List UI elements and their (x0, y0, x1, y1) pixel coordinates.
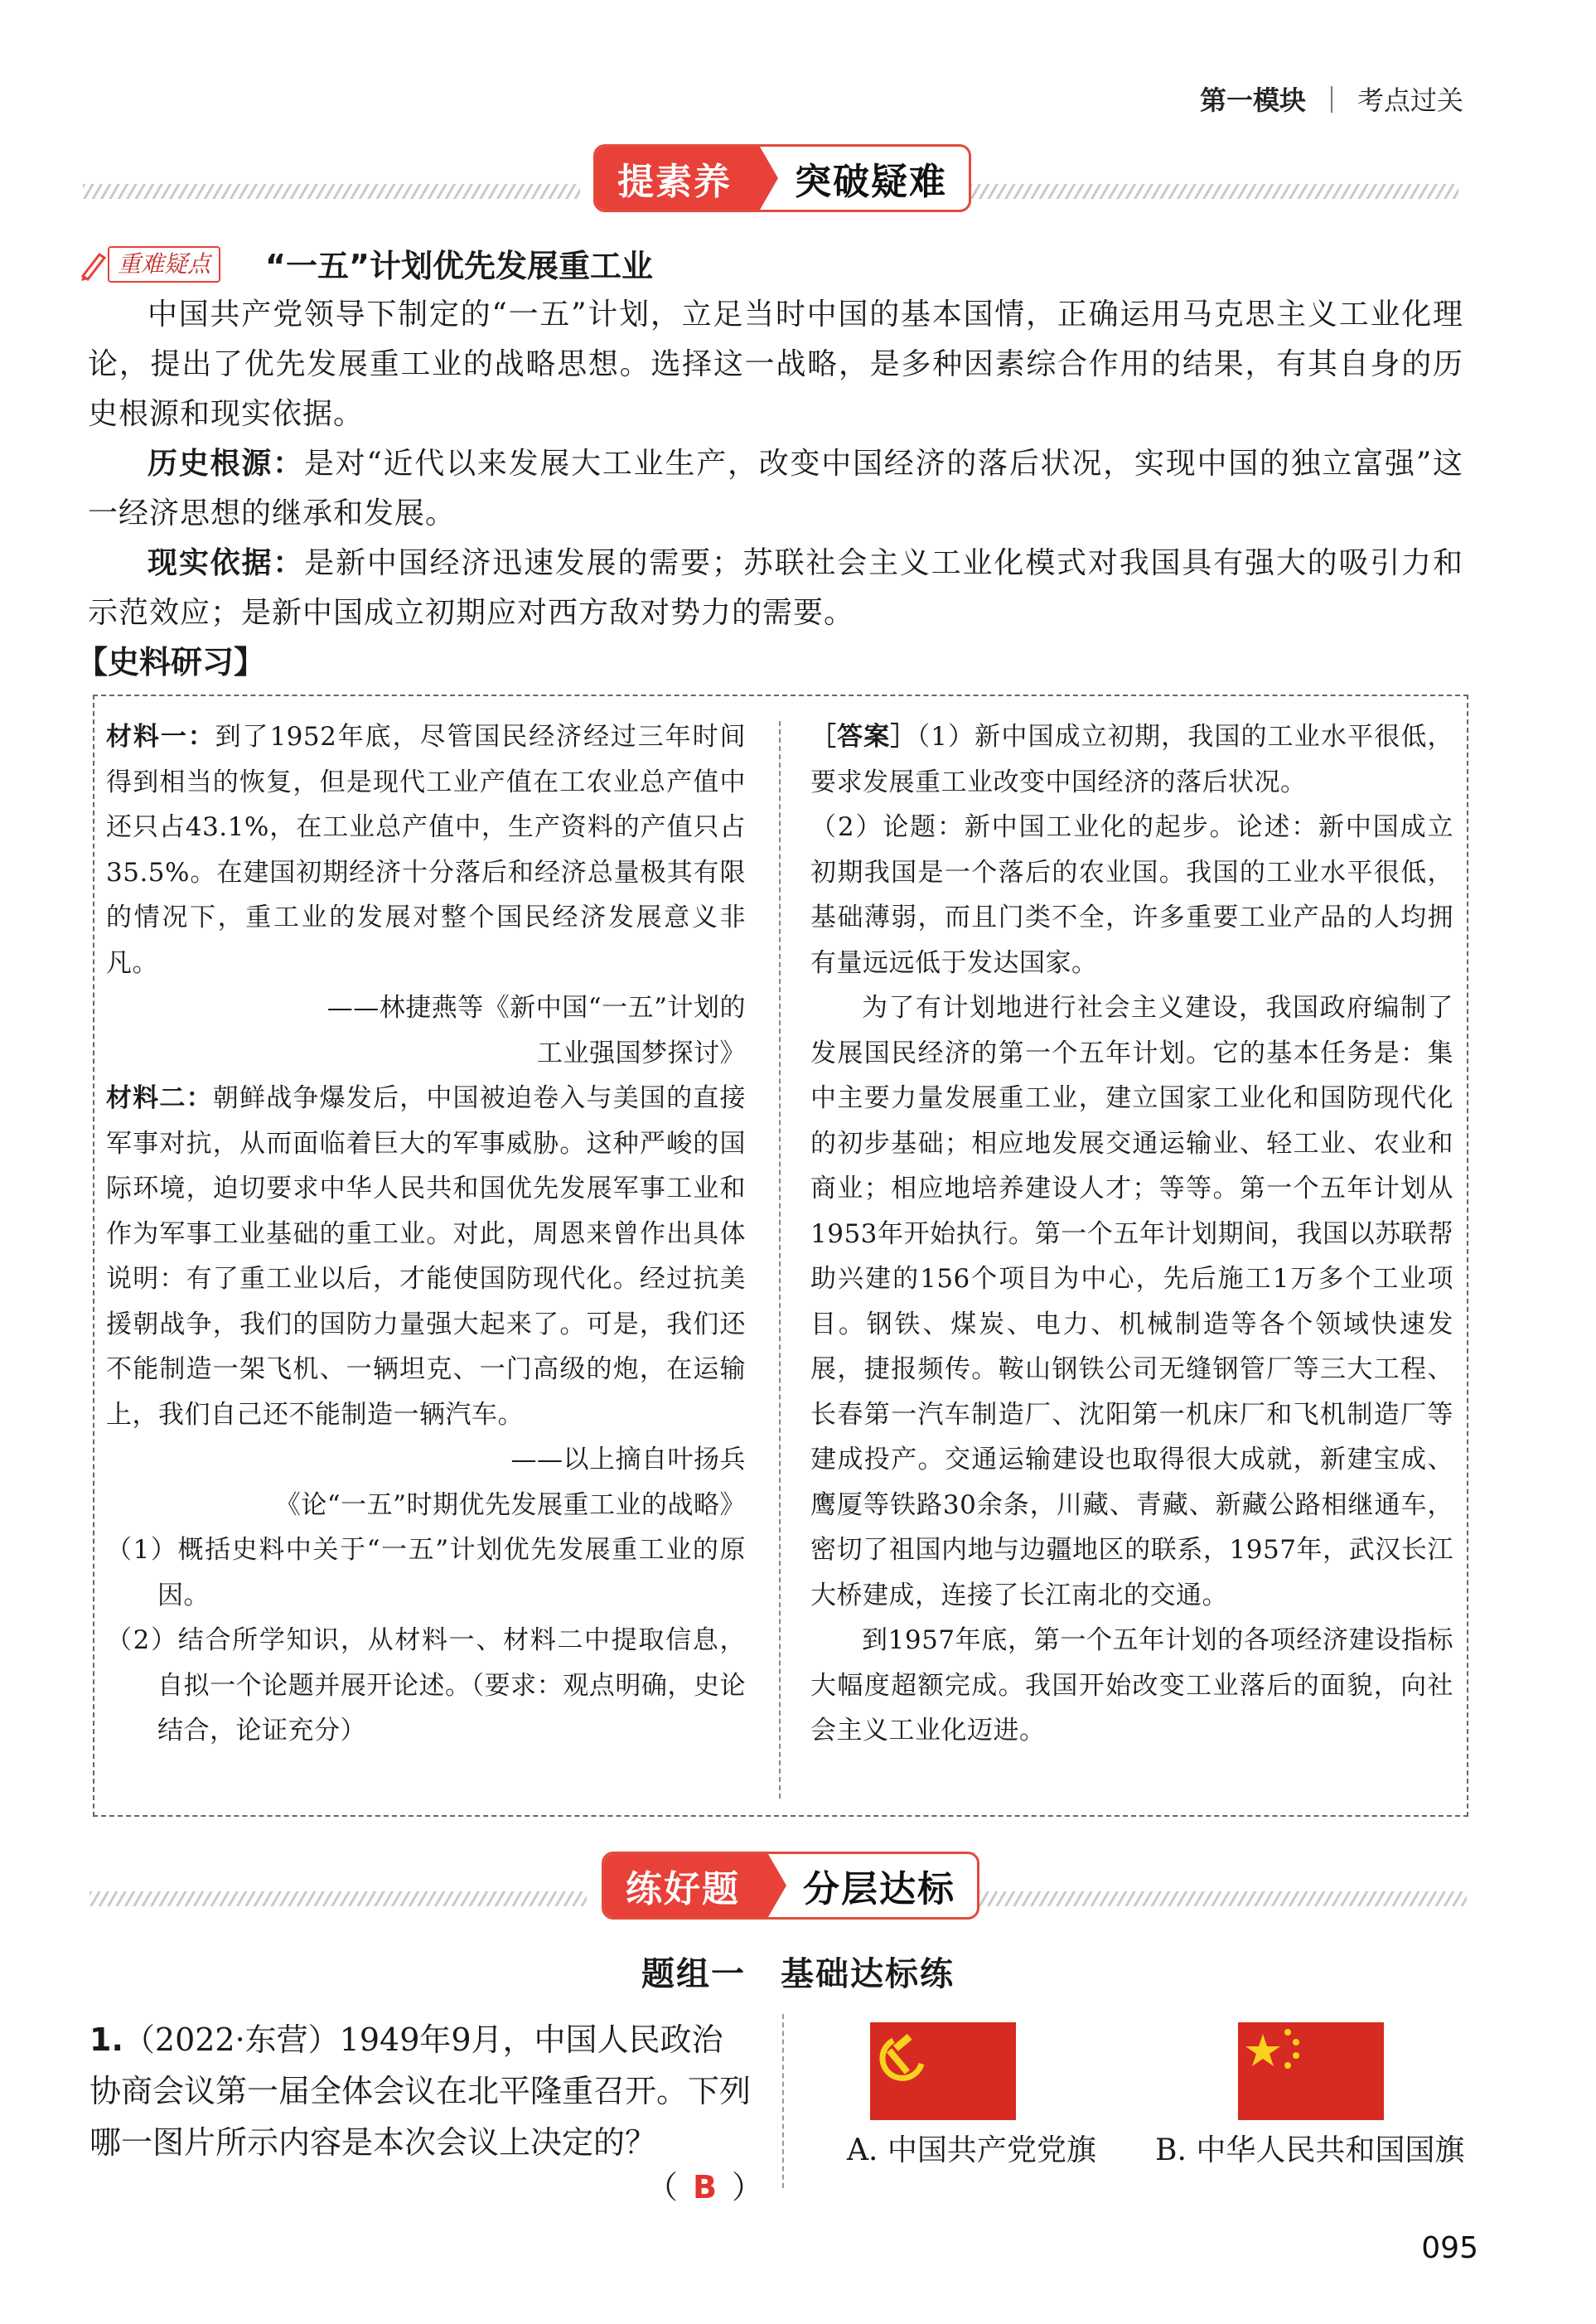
study-question-2: （2）结合所学知识，从材料一、材料二中提取信息，自拟一个论题并展开论述。（要求：观点明确，史论结合，论证充分） (106, 1625, 746, 1745)
page-number: 095 (1421, 2231, 1478, 2265)
banner2-left-label: 练好题 (604, 1854, 768, 1917)
banner2-right-label: 分层达标 (803, 1868, 955, 1910)
material-one-label: 材料一： (106, 722, 215, 752)
banner2-stripe-right (970, 1891, 1467, 1906)
material-two-cite-1: ——以上摘自叶扬兵 (510, 1445, 746, 1474)
keypoint-badge (80, 245, 220, 283)
history-roots-paragraph (88, 439, 1463, 539)
material-one-text: 到了1952年底，尽管国民经济经过三年时间得到相当的恢复，但是现代工业产值在工农业总产值中还只占43.1%，在工业总产值中，生产资料的产值只占35.5%。在建国初期经济十分落后和经济总量极其有限的情况下，重工业的发展对整个国民经济发展意义非凡。 (106, 722, 746, 978)
five-stars-icon (1238, 2022, 1384, 2120)
material-one-cite-2: 工业强国梦探讨》 (537, 1038, 746, 1068)
answer-letter: B (693, 2169, 717, 2205)
answer-part-2: （2）论题：新中国工业化的起步。论述：新中国成立初期我国是一个落后的农业国。我国的工业水平很低，基础薄弱，而且门类不全，许多重要工业产品的人均拥有量远远低于发达国家。 (810, 812, 1453, 978)
study-left-column (106, 714, 746, 1754)
option-a: A. 中国共产党党旗 (847, 2133, 1096, 2167)
answer-open-paren: （ (646, 2169, 679, 2205)
answer-label: ［答案］ (810, 722, 917, 752)
material-one (106, 714, 746, 985)
study-question-1: （1）概括史料中关于“一五”计划优先发展重工业的原因。 (106, 1535, 746, 1610)
material-two (106, 1076, 746, 1437)
group-title: 题组一 基础达标练 (641, 1955, 955, 1993)
material-two-cite-2: 《论“一五”时期优先发展重工业的战略》 (274, 1489, 746, 1520)
reality-basis-text: 是新中国经济迅速发展的需要；苏联社会主义工业化模式对我国具有强大的吸引力和示范效应；是新中国成立初期应对西方敌对势力的需要。 (88, 546, 1463, 630)
banner-right-label: 突破疑难 (795, 161, 947, 203)
keypoint-intro: 中国共产党领导下制定的“一五”计划，立足当时中国的基本国情，正确运用马克思主义工业化理论，提出了优先发展重工业的战略思想。选择这一战略，是多种因素综合作用的结果，有其自身的历史根源和现实依据。 (88, 298, 1463, 431)
material-two-text: 朝鲜战争爆发后，中国被迫卷入与美国的直接军事对抗，从而面临着巨大的军事威胁。这种严峻的国际环境，迫切要求中华人民共和国优先发展军事工业和作为军事工业基础的重工业。对此，周恩来曾作出具体说明：有了重工业以后，才能使国防现代化。经过抗美援朝战争，我们的国防力量强大起来了。可是，我们还不能制造一架飞机、一辆坦克、一门高级的炮，在运输上，我们自己还不能制造一辆汽车。 (106, 1083, 747, 1430)
banner-stripe-right (961, 184, 1458, 199)
section-banner-improve (593, 144, 971, 212)
material-two-label: 材料二： (106, 1083, 213, 1113)
running-header (1200, 80, 1463, 118)
pen-icon (80, 248, 108, 281)
question-text: （2022·东营）1949年9月，中国人民政治协商会议第一届全体会议在北平隆重召开。下列哪一图片所示内容是本次会议上决定的？ (89, 2021, 752, 2161)
section-banner-practice (602, 1852, 979, 1920)
history-roots-label: 历史根源： (148, 447, 304, 481)
keypoint-title: “一五”计划优先发展重工业 (265, 248, 653, 284)
question-divider (782, 2014, 784, 2188)
reality-basis-label: 现实依据： (148, 546, 305, 580)
study-column-divider (779, 721, 781, 1799)
header-divider (1331, 86, 1332, 113)
answer-part-3: 为了有计划地进行社会主义建设，我国政府编制了发展国民经济的第一个五年计划。它的基本任务是：集中主要力量发展重工业，建立国家工业化和国防现代化的初步基础；相应地发展交通运输业、轻工业、农业和商业；相应地培养建设人才；等等。第一个五年计划从1953年开始执行。第一个五年计划期间，我国以苏联帮助兴建的156个项目为中心，先后施工1万多个工业项目。钢铁、煤炭、电力、机械制造等各个领域快速发展，捷报频传。鞍山钢铁公司无缝钢管厂等三大工程、长春第一汽车制造厂、沈阳第一机床厂和飞机制造厂等建成投产。交通运输建设也取得很大成就，新建宝成、鹰厦等铁路30余条，川藏、青藏、新藏公路相继通车，密切了祖国内地与边疆地区的联系，1957年，武汉长江大桥建成，连接了长江南北的交通。 (810, 993, 1453, 1610)
question-answer (646, 2162, 763, 2207)
banner2-stripe-left (89, 1891, 587, 1906)
banner-stripe-left (83, 184, 580, 199)
hammer-sickle-icon (870, 2022, 1016, 2120)
question-1 (89, 2014, 752, 2168)
answer-part-1 (810, 714, 1453, 805)
study-right-column (810, 714, 1453, 1754)
reality-basis-paragraph (88, 539, 1463, 638)
question-number: 1. (89, 2021, 123, 2058)
answer-close-paren: ） (731, 2169, 763, 2205)
answer-1-text: （1）新中国成立初期，我国的工业水平很低，要求发展重工业改变中国经济的落后状况。 (810, 722, 1453, 797)
party-flag-image (870, 2022, 1016, 2120)
answer-part-4: 到1957年底，第一个五年计划的各项经济建设指标大幅度超额完成。我国开始改变工业落后的面貌，向社会主义工业化迈进。 (810, 1625, 1453, 1745)
national-flag-image (1238, 2022, 1384, 2120)
module-label: 第一模块 (1199, 85, 1306, 116)
study-title: 【史料研习】 (76, 644, 266, 680)
keypoint-tag: 重难疑点 (108, 246, 220, 283)
history-roots-text: 是对“近代以来发展大工业生产，改变中国经济的落后状况，实现中国的独立富强”这一经济思想的继承和发展。 (88, 447, 1463, 530)
option-b: B. 中华人民共和国国旗 (1155, 2133, 1465, 2167)
section-label: 考点过关 (1357, 85, 1463, 116)
material-one-cite-1: ——林捷燕等《新中国“一五”计划的 (326, 993, 746, 1023)
banner-left-label: 提素养 (596, 147, 760, 210)
